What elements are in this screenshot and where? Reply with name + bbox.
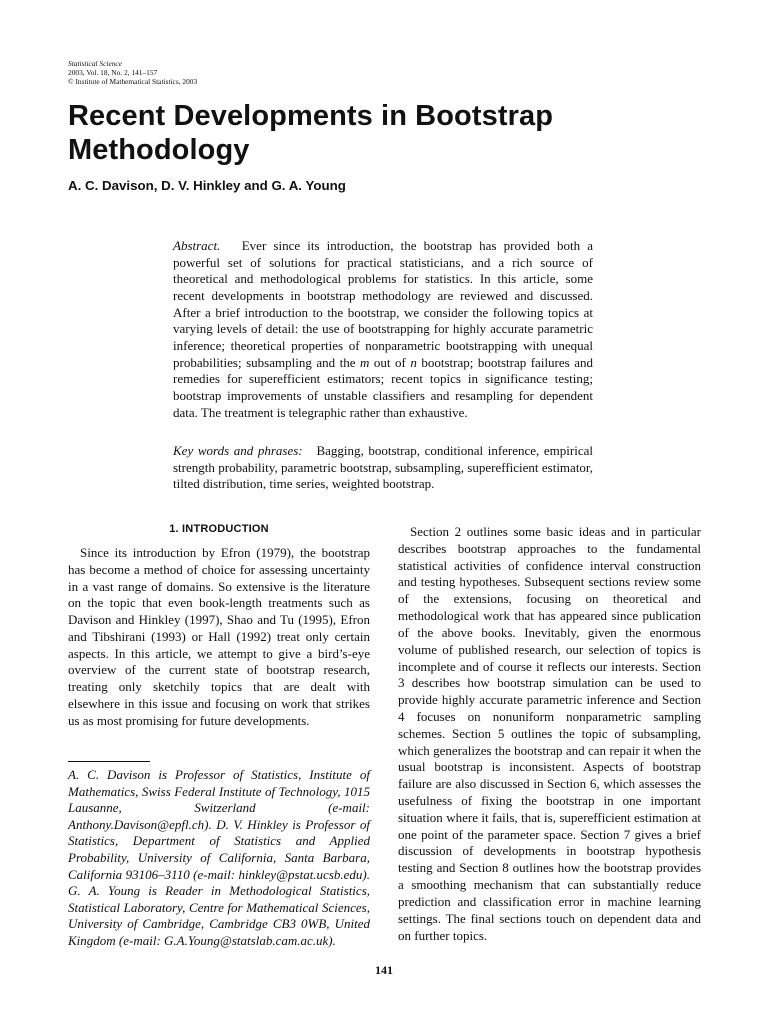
keywords xyxy=(173,443,593,493)
intro-paragraph-1: Since its introduction by Efron (1979), the bootstrap has become a method of choice for assessing uncertainty in a vast range of domains. So extensive is the literature on the topic that even book-length treatments such as Davison and Hinkley (1997), Shao and Tu (1995), Efron and Tibshirani (1993) or Hall (1992) treat only certain aspects. In this article, we attempt to give a bird’s-eye overview of the current state of bootstrap research, treating only sketchily topics that are dealt with elsewhere in this issue and focusing on work that strikes us as most promising for future developments. xyxy=(68,545,370,728)
journal-copyright: © Institute of Mathematical Statistics, 2003 xyxy=(68,77,198,86)
footnote-divider xyxy=(68,761,150,762)
abstract-text: Ever since its introduction, the bootstrap has provided both a powerful set of solutions for practical statisticians, and a rich source of theoretical and methodological problems for statistics. In this article, some recent developments in bootstrap methodology are reviewed and discussed. After a brief introduction to the bootstrap, we consider the following topics at varying levels of detail: the use of bootstrapping for highly accurate parametric inference; theoretical properties of nonparametric bootstrapping with unequal probabilities; subsampling and the m out of n bootstrap; bootstrap failures and remedies for superefficient estimators; recent topics in significance testing; bootstrap improvements of unstable classifiers and resampling for dependent data. The treatment is telegraphic rather than exhaustive. xyxy=(173,238,594,420)
abstract xyxy=(173,238,593,421)
journal-info xyxy=(68,59,368,86)
paper-authors: A. C. Davison, D. V. Hinkley and G. A. Young xyxy=(68,178,346,193)
keywords-text: Bagging, bootstrap, conditional inference, empirical strength probability, parametric bootstrap, subsampling, superefficient estimator, tilted distribution, time series, weighted bootstrap. xyxy=(173,443,593,492)
journal-citation: 2003, Vol. 18, No. 2, 141–157 xyxy=(68,68,158,77)
keywords-label: Key words and phrases: xyxy=(173,443,303,458)
section-heading: 1. INTRODUCTION xyxy=(169,523,269,535)
intro-paragraph-2: Section 2 outlines some basic ideas and in particular describes bootstrap approaches to the fundamental statistical activities of confidence interval construction and testing hypotheses. Subsequent sections review some of the extensions, focusing on theoretical and methodological work that has appeared since publication of the above books. Inevitably, given the enormous volume of published research, our selection of topics is incomplete and of course it reflects our interests. Section 3 describes how bootstrap simulation can be used to provide highly accurate parametric inference and Section 4 focuses on nonuniform nonparametric sampling schemes. Section 5 outlines the topic of subsampling, which generalizes the bootstrap and can repair it when the usual bootstrap is inconsistent. Aspects of bootstrap failure are also discussed in Section 6, which assesses the usefulness of fixing the bootstrap in one important situation where it fails, that is, superefficient estimation at one point of the parameter space. Section 7 gives a brief discussion of developments in bootstrap hypothesis testing and Section 8 outlines how the bootstrap provides a smoothing mechanism that can substantially reduce prediction and classification error in machine learning settings. The final sections touch on dependent data and on further topics. xyxy=(398,524,701,943)
right-column xyxy=(398,524,701,944)
paper-title: Recent Developments in Bootstrap Methodology xyxy=(68,100,554,166)
journal-name: Statistical Science xyxy=(68,59,122,68)
left-column xyxy=(68,523,370,729)
page-number: 141 xyxy=(375,963,393,977)
author-footnote: A. C. Davison is Professor of Statistics, Institute of Mathematics, Swiss Federal Institute of Technology, 1015 Lausanne, Switzerland (e-mail: Anthony.Davison@epfl.ch). D. V. Hinkley is Professor of Statistics, Department of Statistics and Applied Probability, University of California, Santa Barbara, California 93106–3110 (e-mail: hinkley@pstat.ucsb.edu). G. A. Young is Reader in Methodological Statistics, Statistical Laboratory, Centre for Mathematical Sciences, University of Cambridge, Cambridge CB3 0WB, United Kingdom (e-mail: G.A.Young@statslab.cam.ac.uk). xyxy=(68,767,370,948)
abstract-label: Abstract. xyxy=(173,238,221,253)
